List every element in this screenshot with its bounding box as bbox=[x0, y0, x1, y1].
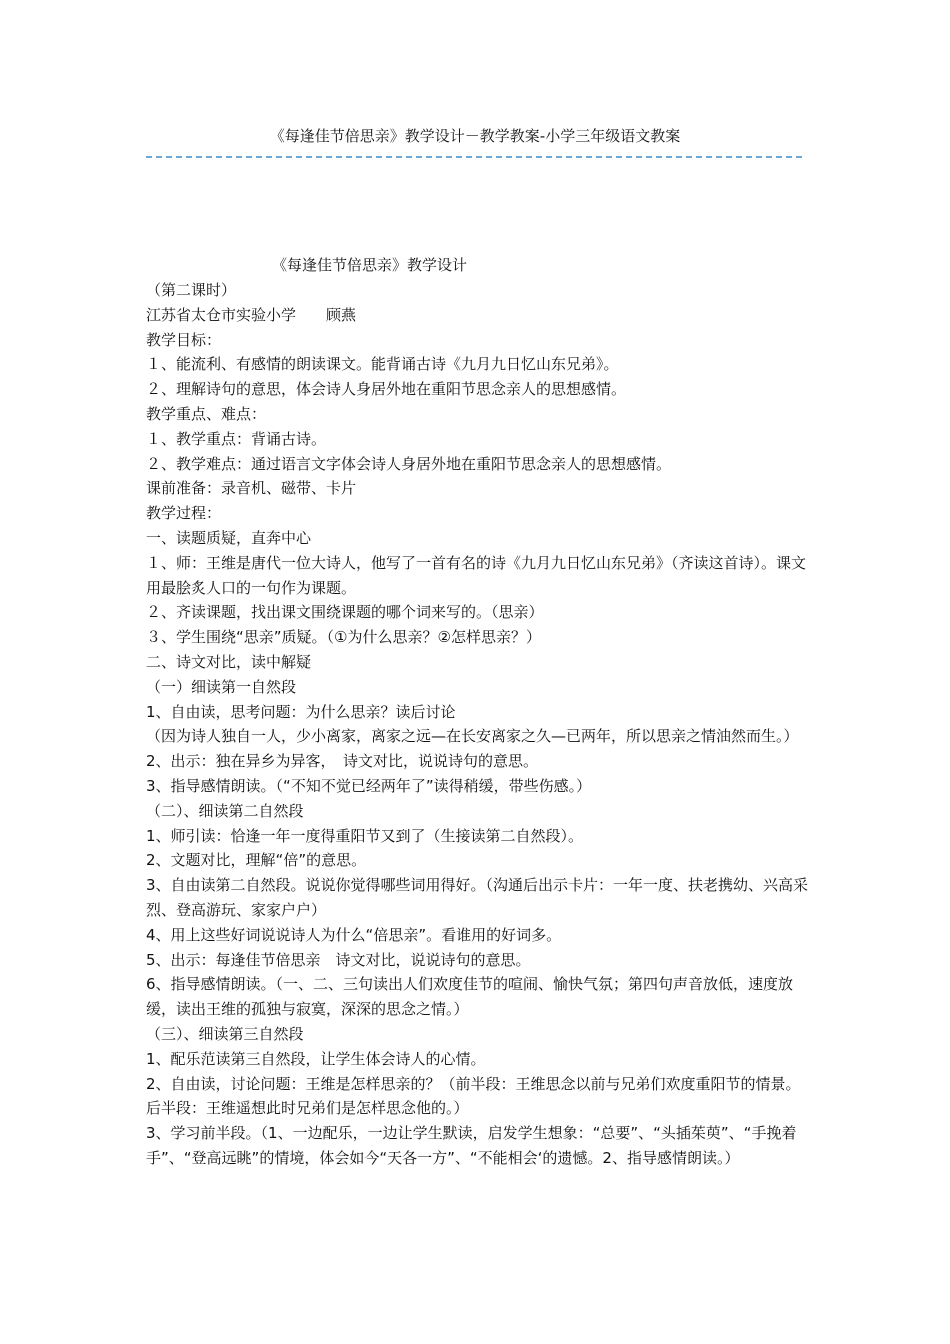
section-heading: 一、读题质疑，直奔中心 bbox=[146, 528, 312, 547]
document-body bbox=[146, 278, 810, 1171]
paragraph: 2、出示：独在异乡为异客， 诗文对比，说说诗句的意思。 bbox=[146, 752, 539, 771]
paragraph: ２、齐读课题，找出课文围绕课题的哪个词来写的。（思亲） bbox=[146, 603, 544, 622]
paragraph: １、师：王维是唐代一位大诗人，他写了一首有名的诗《九月九日忆山东兄弟》（齐读这首诗）。课文用最脍炙人口的一句作为课题。 bbox=[146, 553, 807, 597]
paragraph: （因为诗人独自一人，少小离家，离家之远—在长安离家之久—已两年，所以思亲之情油然而生。） bbox=[146, 727, 799, 746]
paragraph: 5、出示：每逢佳节倍思亲 诗文对比，说说诗句的意思。 bbox=[146, 950, 531, 969]
subsection-heading: （一）细读第一自然段 bbox=[146, 677, 297, 696]
paragraph: 2、自由读，讨论问题：王维是怎样思亲的？（前半段：王维思念以前与兄弟们欢度重阳节的情景。后半段：王维遥想此时兄弟们是怎样思念他的。） bbox=[146, 1074, 801, 1118]
subsection-heading: （三）、细读第三自然段 bbox=[146, 1024, 304, 1043]
paragraph: 3、指导感情朗读。（“不知不觉已经两年了”读得稍缓，带些伤感。） bbox=[146, 776, 592, 795]
author-line: 江苏省太仓市实验小学 顾燕 bbox=[146, 305, 357, 324]
subsection-heading: （二）、细读第二自然段 bbox=[146, 801, 304, 820]
header-title: 《每逢佳节倍思亲》教学设计－教学教案-小学三年级语文教案 bbox=[269, 127, 681, 145]
paragraph: ２、教学难点：通过语言文字体会诗人身居外地在重阳节思念亲人的思想感情。 bbox=[146, 454, 672, 473]
paragraph: ３、学生围绕“思亲”质疑。（①为什么思亲？②怎样思亲？） bbox=[146, 628, 541, 647]
section-heading: 教学重点、难点： bbox=[146, 404, 267, 423]
paragraph: 3、自由读第二自然段。说说你觉得哪些词用得好。（沟通后出示卡片：一年一度、扶老携幼、兴高采烈、登高游玩、家家户户） bbox=[146, 876, 809, 919]
section-heading: 二、诗文对比，读中解疑 bbox=[146, 652, 312, 671]
section-heading: 教学过程： bbox=[146, 504, 222, 523]
paragraph: 3、学习前半段。（1、一边配乐，一边让学生默读，启发学生想象：“总要”、“头插茱萸”、“手挽着手”、“登高远眺”的情境，体会如今“天各一方”、“不能相会‘的遗憾。2、指导感情朗读。） bbox=[146, 1124, 797, 1167]
paragraph: 6、指导感情朗读。（一、二、三句读出人们欢度佳节的喧闹、愉快气氛；第四句声音放低，速度放缓，读出王维的孤独与寂寞，深深的思念之情。） bbox=[146, 975, 794, 1019]
paragraph: １、能流利、有感情的朗读课文。能背诵古诗《九月九日忆山东兄弟》。 bbox=[146, 355, 619, 374]
lesson-session: （第二课时） bbox=[146, 281, 237, 299]
section-heading: 教学目标： bbox=[146, 330, 222, 349]
paragraph: ２、理解诗句的意思，体会诗人身居外地在重阳节思念亲人的思想感情。 bbox=[146, 380, 627, 399]
header-divider bbox=[146, 156, 802, 158]
document-title: 《每逢佳节倍思亲》教学设计 bbox=[272, 256, 468, 274]
paragraph: １、教学重点：背诵古诗。 bbox=[146, 429, 327, 448]
paragraph: 4、用上这些好词说说诗人为什么“倍思亲”。看谁用的好词多。 bbox=[146, 925, 562, 944]
paragraph: 1、师引读：恰逢一年一度得重阳节又到了（生接读第二自然段）。 bbox=[146, 826, 584, 845]
paragraph: 1、配乐范读第三自然段，让学生体会诗人的心情。 bbox=[146, 1049, 486, 1068]
paragraph: 2、文题对比，理解“倍”的意思。 bbox=[146, 851, 367, 870]
paragraph: 课前准备：录音机、磁带、卡片 bbox=[146, 479, 357, 498]
paragraph: 1、自由读，思考问题：为什么思亲？读后讨论 bbox=[146, 702, 456, 721]
